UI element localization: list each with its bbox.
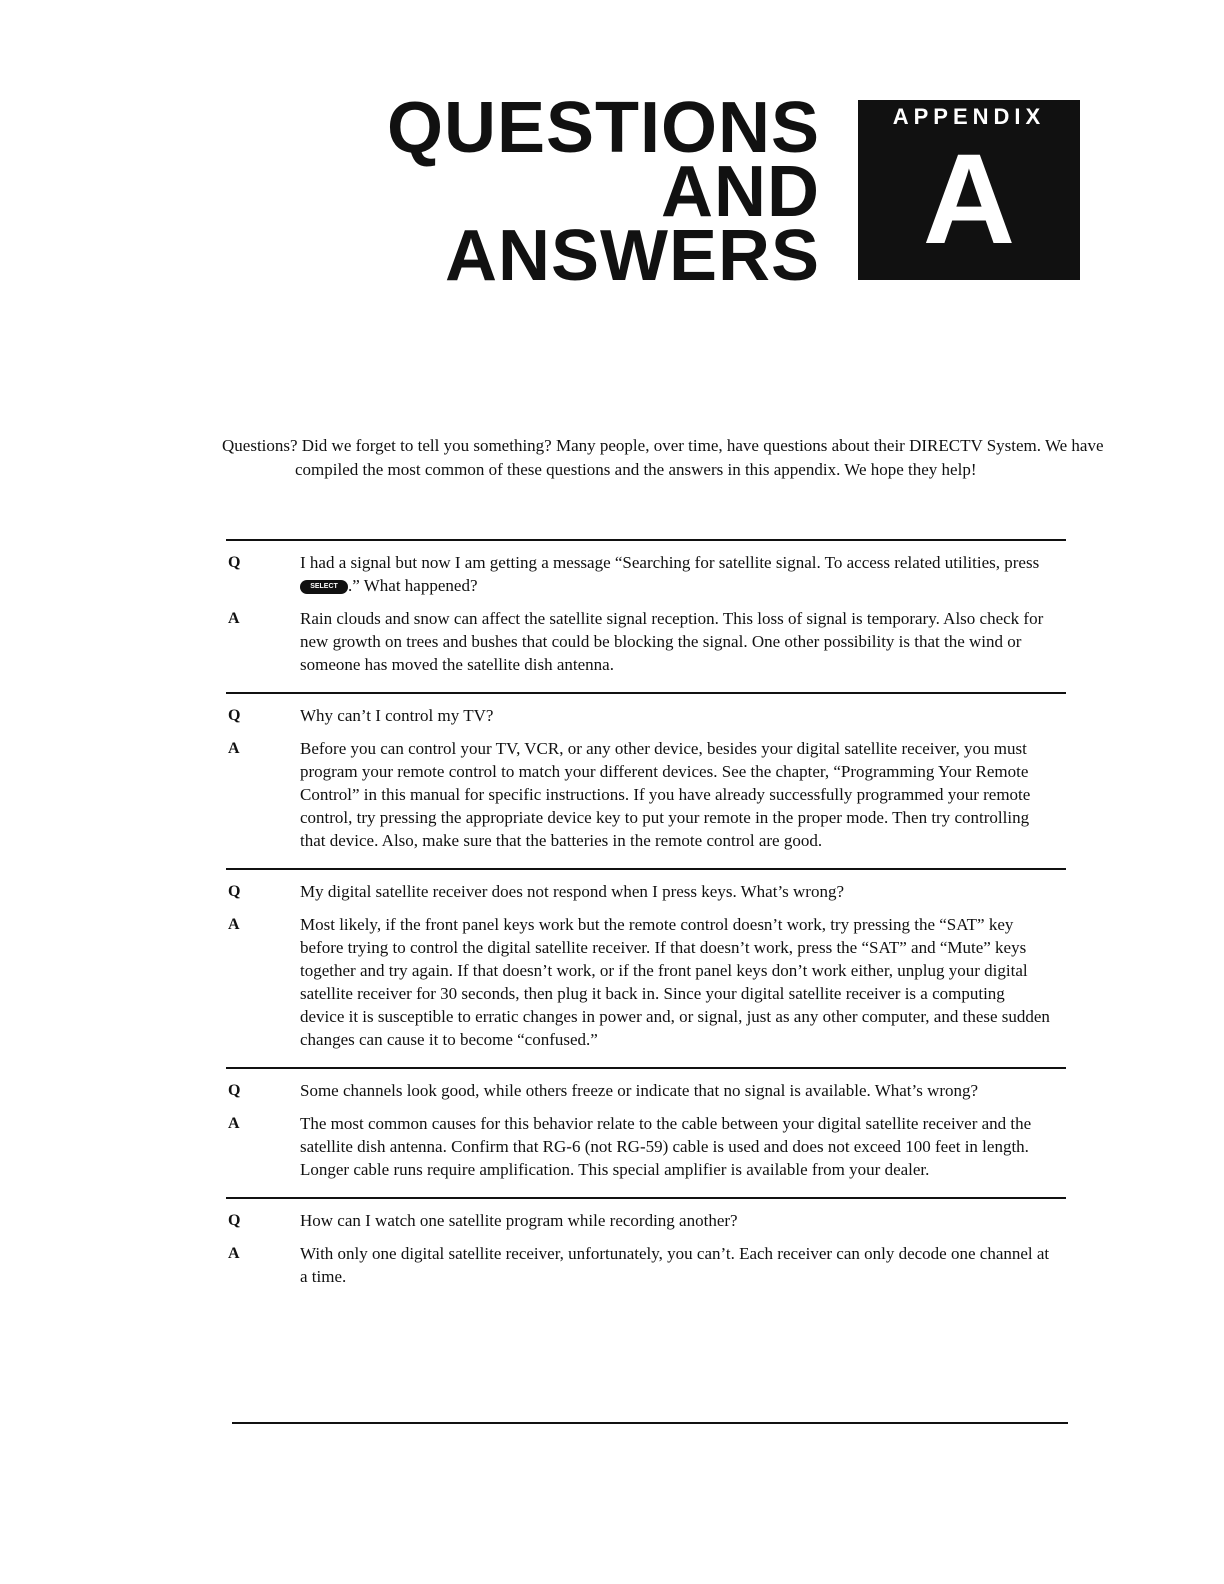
page-title <box>380 88 820 296</box>
answer-text: With only one digital satellite receiver, unfortunately, you can’t. Each receiver can only decode one channel at a time. <box>300 1244 1050 1286</box>
question-text: My digital satellite receiver does not respond when I press keys. What’s wrong? <box>300 882 845 901</box>
question-tag: Q <box>228 707 241 724</box>
answer-tag: A <box>228 1115 240 1132</box>
title-line-1: QUESTIONS <box>386 88 820 168</box>
question-text: How can I watch one satellite program while recording another? <box>300 1211 738 1230</box>
title-line-3: ANSWERS <box>444 216 820 296</box>
select-button-icon: SELECT <box>300 580 348 594</box>
answer-tag: A <box>228 740 240 757</box>
question-text: Why can’t I control my TV? <box>300 706 494 725</box>
answer-text: Rain clouds and snow can affect the satellite signal reception. This loss of signal is temporary. Also check for new growth on trees and bushes that could be blocking the signal. One other possibility is that the wind or someone has moved the satellite dish antenna. <box>300 609 1044 674</box>
question-tag: Q <box>228 883 241 900</box>
question-row <box>226 880 1066 903</box>
answer-row <box>226 737 1066 852</box>
question-tag: Q <box>228 1212 241 1229</box>
qa-list <box>226 539 1066 1304</box>
question-tag: Q <box>228 554 241 571</box>
question-text <box>300 551 1052 597</box>
answer-text: Most likely, if the front panel keys work but the remote control doesn’t work, try pressing the “SAT” key before trying to control the digital satellite receiver. If that doesn’t work, press the “SAT” and “Mute” keys together and try again. If that doesn’t work, or if the front panel keys don’t work either, unplug your digital satellite receiver for 30 seconds, then plug it back in. Since your digital satellite receiver is a computing device it is susceptible to erratic changes in power and, or signal, just as any other computer, and these sudden changes can cause it to become “confused.” <box>300 915 1050 1049</box>
answer-text: Before you can control your TV, VCR, or any other device, besides your digital satellite receiver, you must program your remote control to match your different devices. See the chapter, “Programming Your Remote Control” in this manual for specific instructions. If you have already successfully programmed your remote control, try pressing the appropriate device key to put your remote in the proper mode. Then try controlling that device. Also, make sure that the batteries in the remote control are good. <box>300 739 1031 850</box>
answer-tag: A <box>228 1245 240 1262</box>
qa-item <box>226 539 1066 692</box>
title-line-2: AND <box>661 152 820 232</box>
question-row <box>226 551 1066 597</box>
answer-text: The most common causes for this behavior relate to the cable between your digital satellite receiver and the satellite dish antenna. Confirm that RG-6 (not RG-59) cable is used and does not exceed 100 feet in length. Longer cable runs require amplification. This special amplifier is available from your dealer. <box>300 1114 1032 1179</box>
qa-item <box>226 868 1066 1067</box>
appendix-label: APPENDIX <box>892 104 1046 129</box>
qa-item <box>226 1197 1066 1304</box>
intro-paragraph: Questions? Did we forget to tell you something? Many people, over time, have questions about their DIRECTV System. We have compiled the most common of these questions and the answers in this appendix. We hope they help! <box>222 436 1104 479</box>
question-text-part: I had a signal but now I am getting a message “Searching for satellite signal. To access related utilities, press <box>300 553 1040 572</box>
question-row <box>226 704 1066 727</box>
appendix-badge <box>858 100 1080 280</box>
answer-row <box>226 1242 1066 1288</box>
qa-item <box>226 692 1066 868</box>
answer-row <box>226 607 1066 676</box>
question-text: Some channels look good, while others freeze or indicate that no signal is available. What’s wrong? <box>300 1081 979 1100</box>
question-tag: Q <box>228 1082 241 1099</box>
question-text-part: .” What happened? <box>348 576 478 595</box>
bottom-divider <box>232 1422 1068 1424</box>
answer-row <box>226 1112 1066 1181</box>
appendix-letter: A <box>922 128 1016 271</box>
qa-item <box>226 1067 1066 1197</box>
question-row <box>226 1079 1066 1102</box>
answer-row <box>226 913 1066 1051</box>
answer-tag: A <box>228 610 240 627</box>
answer-tag: A <box>228 916 240 933</box>
question-row <box>226 1209 1066 1232</box>
